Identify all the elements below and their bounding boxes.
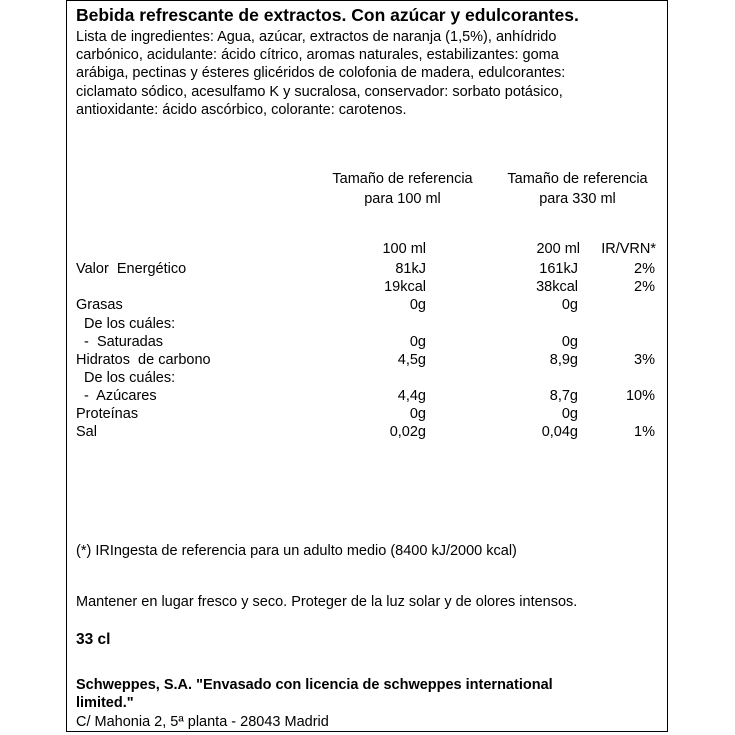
nutrient-label: De los cuáles:: [76, 370, 176, 386]
company-line1: Schweppes, S.A. "Envasado con licencia de schweppes international: [76, 677, 553, 693]
nutrient-value-100ml: 4,4g: [397, 388, 426, 404]
nutrient-value-100ml: 0g: [409, 334, 426, 350]
nutrient-value-200ml: 0g: [561, 406, 578, 422]
nutrient-value-200ml: 0g: [561, 334, 578, 350]
col-header-100ml: 100 ml: [382, 241, 426, 257]
ingredients-line: ciclamato sódico, acesulfamo K y sucralosa, conservador: sorbato potásico,: [76, 83, 563, 100]
nutrient-value-200ml: 8,9g: [549, 352, 578, 368]
ingredients-list: [76, 28, 661, 119]
product-title: Bebida refrescante de extractos. Con azúcar y edulcorantes.: [76, 5, 579, 25]
ref-header-330-line1: Tamaño de referencia: [507, 171, 648, 187]
footnote: (*) IRIngesta de referencia para un adulto medio (8400 kJ/2000 kcal): [76, 543, 517, 559]
ingredients-line: antioxidante: ácido ascórbico, colorante: carotenos.: [76, 101, 407, 118]
volume: 33 cl: [76, 631, 111, 648]
ref-header-330-line2: para 330 ml: [539, 191, 616, 207]
nutrient-value-100ml: 19kcal: [384, 279, 426, 295]
nutrient-value-200ml: 38kcal: [536, 279, 578, 295]
nutrient-value-200ml: 0,04g: [541, 424, 578, 440]
nutrient-value-100ml: 81kJ: [395, 261, 426, 277]
ingredients-line: Lista de ingredientes: Agua, azúcar, extractos de naranja (1,5%), anhídrido: [76, 29, 557, 45]
nutrient-value-ir: 10%: [625, 388, 655, 404]
nutrient-label: - Saturadas: [76, 334, 164, 350]
col-header-ir-vrn: IR/VRN*: [601, 241, 656, 257]
nutrient-value-200ml: 8,7g: [549, 388, 578, 404]
nutrient-value-100ml: 0g: [409, 406, 426, 422]
storage-instructions: Mantener en lugar fresco y seco. Proteger de la luz solar y de olores intensos.: [76, 594, 578, 610]
company-line2: limited.": [76, 695, 134, 711]
nutrient-value-100ml: 4,5g: [397, 352, 426, 368]
address: C/ Mahonia 2, 5ª planta - 28043 Madrid: [76, 714, 329, 730]
nutrient-value-200ml: 0g: [561, 297, 578, 313]
nutrient-value-200ml: 161kJ: [539, 261, 578, 277]
nutrient-value-ir: 1%: [634, 424, 655, 440]
nutrient-label: - Azúcares: [76, 388, 157, 404]
nutrient-value-ir: 3%: [634, 352, 655, 368]
nutrient-label: Proteínas: [76, 406, 139, 422]
nutrient-label: Valor Energético: [76, 261, 187, 277]
col-header-200ml: 200 ml: [536, 241, 580, 257]
nutrient-label: Grasas: [76, 297, 123, 313]
nutrient-value-100ml: 0g: [409, 297, 426, 313]
ref-header-100-line2: para 100 ml: [364, 191, 441, 207]
nutrient-value-ir: 2%: [634, 261, 655, 277]
ref-header-100-line1: Tamaño de referencia: [332, 171, 473, 187]
ingredients-line: arábiga, pectinas y ésteres glicéridos de colofonia de madera, edulcorantes:: [76, 65, 566, 82]
ingredients-line: carbónico, acidulante: ácido cítrico, aromas naturales, estabilizantes: goma: [76, 47, 559, 64]
nutrient-label: Hidratos de carbono: [76, 352, 211, 368]
nutrient-label: De los cuáles:: [76, 316, 176, 332]
nutrient-value-ir: 2%: [634, 279, 655, 295]
nutrient-value-100ml: 0,02g: [389, 424, 426, 440]
nutrient-label: Sal: [76, 424, 97, 440]
